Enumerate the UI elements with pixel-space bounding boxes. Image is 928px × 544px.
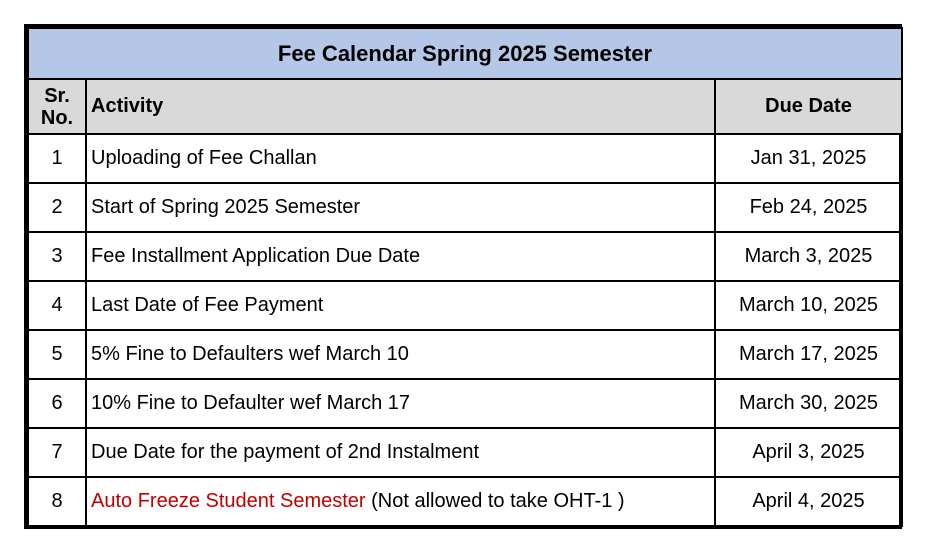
row-sr: 5	[28, 330, 86, 379]
row-sr: 3	[28, 232, 86, 281]
row-activity: Fee Installment Application Due Date	[86, 232, 715, 281]
table-row	[28, 281, 902, 330]
row-due-date: March 30, 2025	[715, 379, 902, 428]
row-sr: 4	[28, 281, 86, 330]
row-due-date: Jan 31, 2025	[715, 134, 902, 183]
row-sr: 6	[28, 379, 86, 428]
row-due-date: March 17, 2025	[715, 330, 902, 379]
table-row	[28, 477, 902, 526]
row-activity: Start of Spring 2025 Semester	[86, 183, 715, 232]
row-activity: 5% Fine to Defaulters wef March 10	[86, 330, 715, 379]
title-row	[28, 28, 902, 79]
table-row	[28, 232, 902, 281]
fee-calendar-table	[27, 27, 903, 527]
fee-calendar-table-container	[24, 24, 902, 529]
table-title: Fee Calendar Spring 2025 Semester	[28, 28, 902, 79]
row-sr: 8	[28, 477, 86, 526]
row-due-date: March 10, 2025	[715, 281, 902, 330]
table-row	[28, 428, 902, 477]
oht-note: (Not allowed to take OHT-1 )	[365, 490, 625, 512]
header-activity: Activity	[86, 79, 715, 134]
row-activity: Last Date of Fee Payment	[86, 281, 715, 330]
table-row	[28, 330, 902, 379]
auto-freeze-highlight: Auto Freeze Student Semester	[91, 490, 366, 512]
row-sr: 7	[28, 428, 86, 477]
table-row	[28, 183, 902, 232]
header-sr-line1: Sr.	[44, 84, 70, 107]
header-due-date: Due Date	[715, 79, 902, 134]
row-sr: 2	[28, 183, 86, 232]
row-activity: Uploading of Fee Challan	[86, 134, 715, 183]
table-row	[28, 379, 902, 428]
table-row	[28, 134, 902, 183]
row-activity	[86, 477, 715, 526]
row-activity: 10% Fine to Defaulter wef March 17	[86, 379, 715, 428]
row-activity: Due Date for the payment of 2nd Instalment	[86, 428, 715, 477]
header-row	[28, 79, 902, 134]
header-sr-no	[28, 79, 86, 134]
header-sr-line2: No.	[40, 106, 74, 129]
row-due-date: March 3, 2025	[715, 232, 902, 281]
row-sr: 1	[28, 134, 86, 183]
row-due-date: Feb 24, 2025	[715, 183, 902, 232]
row-due-date: April 3, 2025	[715, 428, 902, 477]
row-due-date: April 4, 2025	[715, 477, 902, 526]
